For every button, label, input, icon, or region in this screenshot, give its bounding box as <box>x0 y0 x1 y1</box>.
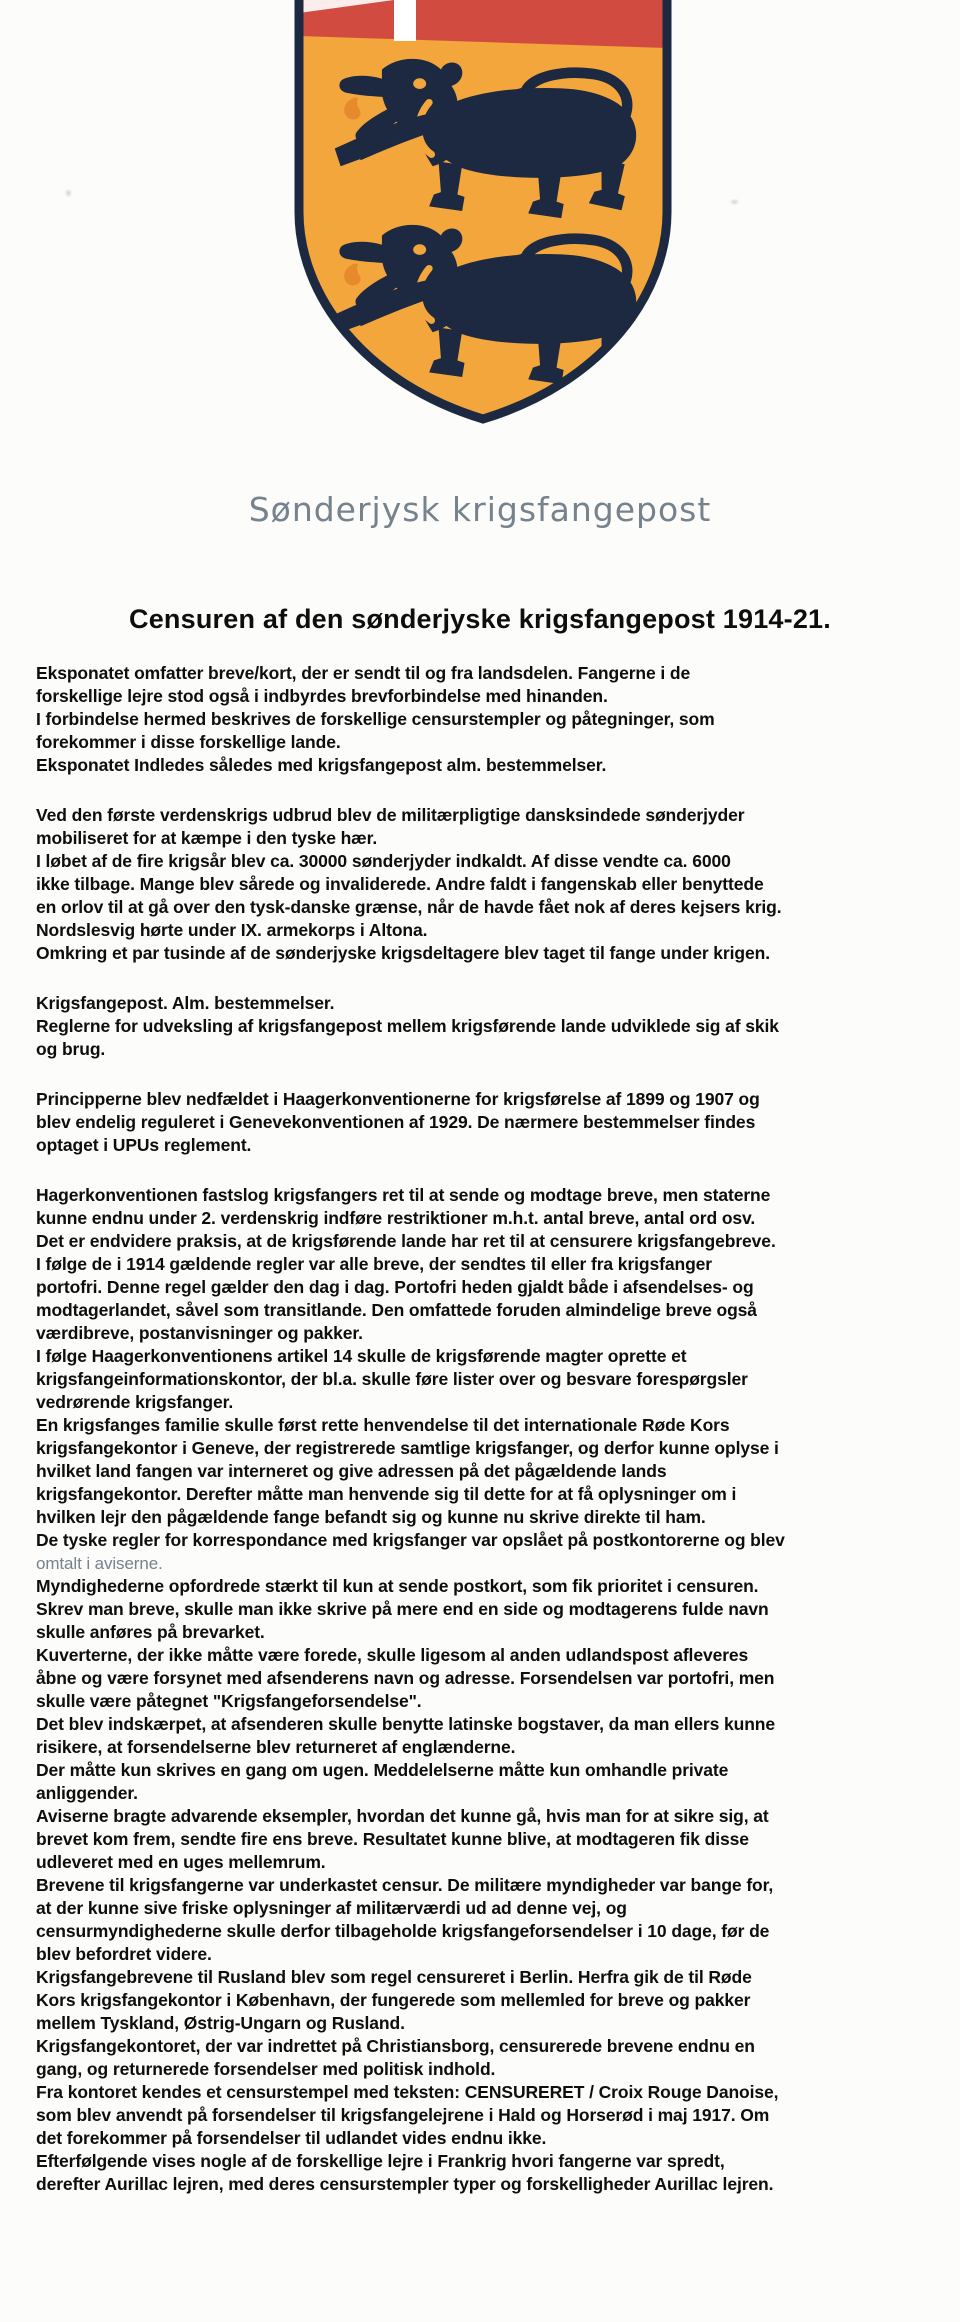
text-line: optaget i UPUs reglement. <box>36 1135 252 1155</box>
text-line: I følge de i 1914 gældende regler var alle breve, der sendtes til eller fra krigsfanger <box>36 1254 713 1274</box>
text-line: Der måtte kun skrives en gang om ugen. Meddelelserne måtte kun omhandle private <box>36 1760 729 1780</box>
scan-speck <box>731 200 738 204</box>
text-line: Reglerne for udveksling af krigsfangepost mellem krigsførende lande udviklede sig af skik <box>36 1016 779 1036</box>
text-line: Krigsfangepost. Alm. bestemmelser. <box>36 993 335 1013</box>
text-line: Ved den første verdenskrigs udbrud blev de militærpligtige dansksindede sønderjyder <box>36 805 745 825</box>
text-line: I forbindelse hermed beskrives de forskellige censurstempler og påtegninger, som <box>36 709 715 729</box>
text-line: Eksponatet omfatter breve/kort, der er sendt til og fra landsdelen. Fangerne i de <box>36 663 691 683</box>
text-line: Krigsfangekontoret, der var indrettet på Christiansborg, censurerede brevene endnu en <box>36 2036 755 2056</box>
text-line: censurmyndighederne skulle derfor tilbageholde krigsfangeforsendelser i 10 dage, før de <box>36 1921 770 1941</box>
text-line: Det blev indskærpet, at afsenderen skulle benytte latinske bogstaver, da man ellers kunne <box>36 1714 776 1734</box>
text-line: skulle anføres på brevarket. <box>36 1622 265 1642</box>
text-line: Omkring et par tusinde af de sønderjyske krigsdeltagere blev taget til fange under krigen. <box>36 943 770 963</box>
text-line: I løbet af de fire krigsår blev ca. 30000 sønderjyder indkaldt. Af disse vendte ca. 6000 <box>36 851 731 871</box>
paragraph <box>36 804 936 965</box>
text-line: modtagerlandet, såvel som transitlande. Den omfattede foruden almindelige breve også <box>36 1300 757 1320</box>
page-title: Censuren af den sønderjyske krigsfangepost 1914-21. <box>129 604 831 634</box>
shield-shape <box>299 0 667 419</box>
text-line: Aviserne bragte advarende eksempler, hvordan det kunne gå, hvis man for at sikre sig, at <box>36 1806 769 1826</box>
text-line: anliggender. <box>36 1783 138 1803</box>
text-line: blev befordret videre. <box>36 1944 212 1964</box>
text-line: krigsfangekontor. Derefter måtte man henvende sig til dette for at få oplysninger om i <box>36 1484 737 1504</box>
text-line: og brug. <box>36 1039 106 1059</box>
text-line: derefter Aurillac lejren, med deres censurstempler typer og forskelligheder Aurillac lejren. <box>36 2174 774 2194</box>
text-line: Krigsfangebrevene til Rusland blev som regel censureret i Berlin. Herfra gik de til Røde <box>36 1967 752 1987</box>
scan-fold-line <box>0 553 960 557</box>
text-line: I følge Haagerkonventionens artikel 14 skulle de krigsførende magter oprette et <box>36 1346 687 1366</box>
text-line: udleveret med en uges mellemrum. <box>36 1852 326 1872</box>
text-line: vedrørende krigsfanger. <box>36 1392 234 1412</box>
text-line: det forekommer på forsendelser til udlandet vides endnu ikke. <box>36 2128 547 2148</box>
paragraph <box>36 662 936 777</box>
paragraph <box>36 1088 936 1157</box>
text-line: at der kunne sive friske oplysninger af militærværdi ud ad denne vej, og <box>36 1898 627 1918</box>
scan-speck <box>66 190 71 196</box>
text-line: Skrev man breve, skulle man ikke skrive på mere end en side og modtagerens fulde navn <box>36 1599 769 1619</box>
text-line: mellem Tyskland, Østrig-Ungarn og Rusland. <box>36 2013 405 2033</box>
body-text <box>36 662 936 2223</box>
soenderjylland-coat-of-arms-icon <box>294 0 672 424</box>
text-line: Kors krigsfangekontor i København, der fungerede som mellemled for breve og pakker <box>36 1990 751 2010</box>
text-line: som blev anvendt på forsendelser til krigsfangelejrene i Hald og Horserød i maj 1917. Om <box>36 2105 770 2125</box>
text-line: omtalt i aviserne. <box>36 1554 163 1573</box>
text-line: risikere, at forsendelserne blev returneret af englænderne. <box>36 1737 516 1757</box>
text-line: krigsfangekontor i Geneve, der registrerede samtlige krigsfanger, og derfor kunne oplyse i <box>36 1438 779 1458</box>
text-line: En krigsfanges familie skulle først rette henvendelse til det internationale Røde Kors <box>36 1415 730 1435</box>
text-line: Kuverterne, der ikke måtte være forede, skulle ligesom al anden udlandspost afleveres <box>36 1645 749 1665</box>
text-line: Myndighederne opfordrede stærkt til kun at sende postkort, som fik prioritet i censuren. <box>36 1576 759 1596</box>
text-line: portofri. Denne regel gælder den dag i dag. Portofri heden gjaldt både i afsendelses- og <box>36 1277 754 1297</box>
dannebrog-cross-stripe <box>394 0 416 41</box>
text-line: blev endelig reguleret i Genevekonventionen af 1929. De nærmere bestemmelser findes <box>36 1112 756 1132</box>
text-line: åbne og være forsynet med afsenderens navn og adresse. Forsendelsen var portofri, men <box>36 1668 775 1688</box>
text-line: Hagerkonventionen fastslog krigsfangers ret til at sende og modtage breve, men staterne <box>36 1185 771 1205</box>
text-line: mobiliseret for at kæmpe i den tyske hær. <box>36 828 378 848</box>
text-line: Principperne blev nedfældet i Haagerkonventionerne for krigsførelse af 1899 og 1907 og <box>36 1089 760 1109</box>
paragraph <box>36 1184 936 2196</box>
text-line: De tyske regler for korrespondance med krigsfanger var opslået på postkontorerne og blev <box>36 1530 785 1550</box>
paragraph <box>36 992 936 1061</box>
text-line: skulle være påtegnet "Krigsfangeforsendelse". <box>36 1691 422 1711</box>
text-line: Nordslesvig hørte under IX. armekorps i Altona. <box>36 920 428 940</box>
text-line: Eksponatet Indledes således med krigsfangepost alm. bestemmelser. <box>36 755 607 775</box>
text-line: krigsfangeinformationskontor, der bl.a. skulle føre lister over og besvare forespørgsler <box>36 1369 748 1389</box>
text-line: forekommer i disse forskellige lande. <box>36 732 341 752</box>
page-subtitle: Sønderjysk krigsfangepost <box>248 490 712 529</box>
text-line: hvilket land fangen var interneret og give adressen på det pågældende lands <box>36 1461 667 1481</box>
text-line: hvilken lejr den pågældende fange befandt sig og kunne nu skrive direkte til ham. <box>36 1507 706 1527</box>
text-line: kunne endnu under 2. verdenskrig indføre restriktioner m.h.t. antal breve, antal ord osv. <box>36 1208 756 1228</box>
text-line: værdibreve, postanvisninger og pakker. <box>36 1323 363 1343</box>
text-line: ikke tilbage. Mange blev sårede og invaliderede. Andre faldt i fangenskab eller benyttede <box>36 874 764 894</box>
text-line: gang, og returnerede forsendelser med politisk indhold. <box>36 2059 496 2079</box>
text-line: Fra kontoret kendes et censurstempel med teksten: CENSURERET / Croix Rouge Danoise, <box>36 2082 779 2102</box>
text-line: forskellige lejre stod også i indbyrdes brevforbindelse med hinanden. <box>36 686 608 706</box>
text-line: Det er endvidere praksis, at de krigsførende lande har ret til at censurere krigsfangebreve. <box>36 1231 776 1251</box>
text-line: brevet kom frem, sendte fire ens breve. Resultatet kunne blive, at modtageren fik disse <box>36 1829 749 1849</box>
text-line: Efterfølgende vises nogle af de forskellige lejre i Frankrig hvori fangerne var spredt, <box>36 2151 725 2171</box>
text-line: Brevene til krigsfangerne var underkastet censur. De militære myndigheder var bange for, <box>36 1875 774 1895</box>
text-line: en orlov til at gå over den tysk-danske grænse, når de havde fået nok af deres kejsers krig. <box>36 897 782 917</box>
